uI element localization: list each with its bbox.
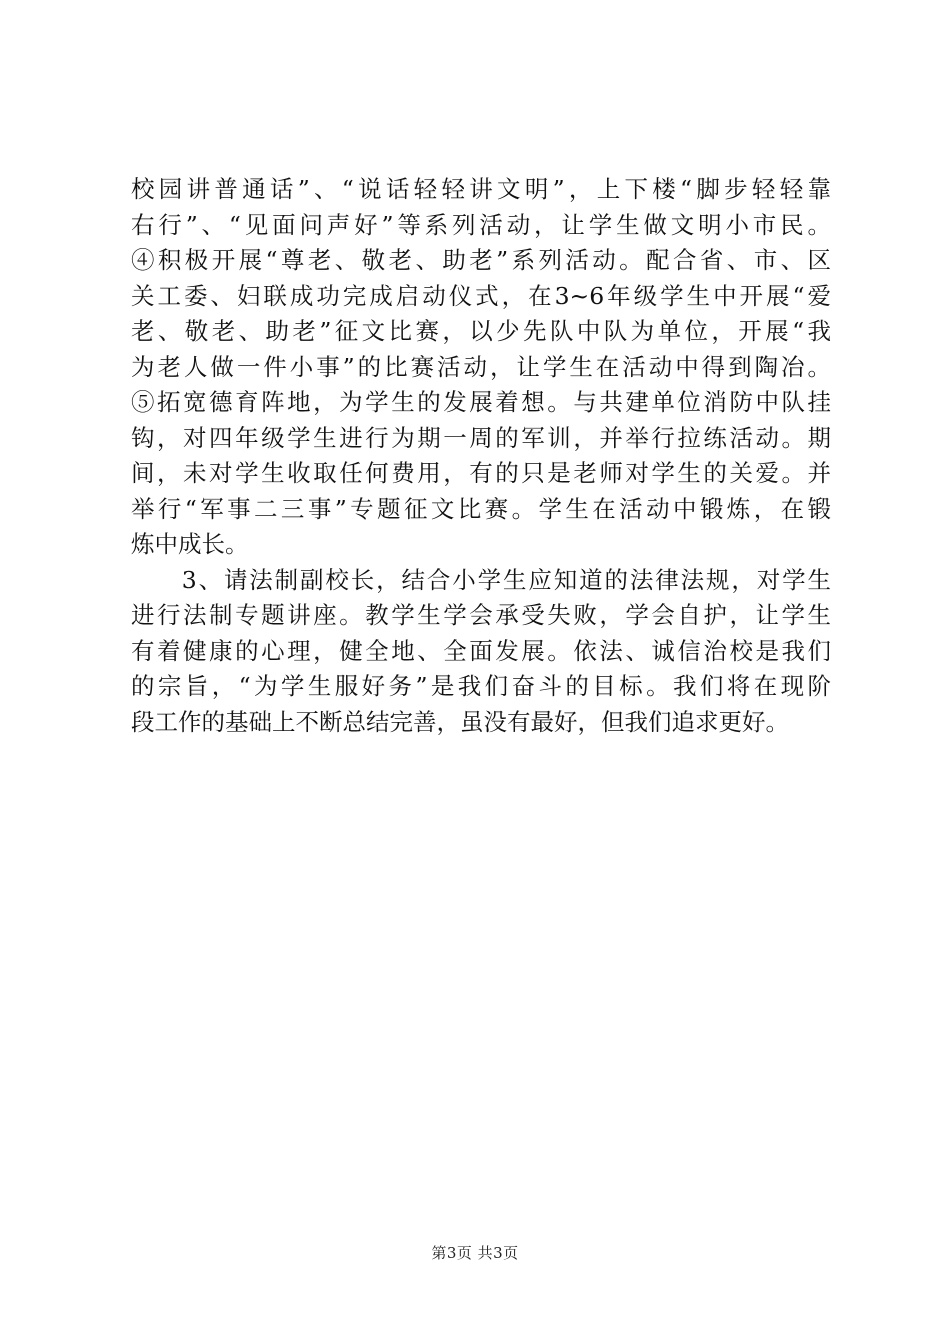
text-line: 间，未对学生收取任何费用，有的只是老师对学生的关爱。并 [131,459,831,487]
text-line: 右行”、“见面问声好”等系列活动，让学生做文明小市民。 [131,210,831,239]
text-line: 关工委、妇联成功完成启动仪式，在3~6年级学生中开展“爱 [131,281,831,310]
text-line: 校园讲普通话”、“说话轻轻讲文明”，上下楼“脚步轻轻靠 [131,175,831,203]
text-line: ⑤拓宽德育阵地，为学生的发展着想。与共建单位消防中队挂 [131,388,831,416]
page-number-footer: 第3页 共3页 [431,1244,519,1262]
text-line: 老、敬老、助老”征文比赛，以少先队中队为单位，开展“我 [131,317,831,345]
text-line: 进行法制专题讲座。教学生学会承受失败，学会自护，让学生 [131,601,831,629]
document-body [131,172,831,740]
text-line: 钩，对四年级学生进行为期一周的军训，并举行拉练活动。期 [131,423,831,452]
text-line: ④积极开展“尊老、敬老、助老”系列活动。配合省、市、区 [131,246,831,274]
text-line: 段工作的基础上不断总结完善，虽没有最好，但我们追求更好。 [131,707,789,736]
text-line: 有着健康的心理，健全地、全面发展。依法、诚信治校是我们 [131,636,831,665]
text-line: 为老人做一件小事”的比赛活动，让学生在活动中得到陶冶。 [131,352,831,381]
text-line: 炼中成长。 [131,530,249,558]
text-line: 举行“军事二三事”专题征文比赛。学生在活动中锻炼，在锻 [131,494,831,523]
text-line: 3、请法制副校长，结合小学生应知道的法律法规，对学生 [131,565,831,594]
text-line: 的宗旨，“为学生服好务”是我们奋斗的目标。我们将在现阶 [131,672,831,700]
